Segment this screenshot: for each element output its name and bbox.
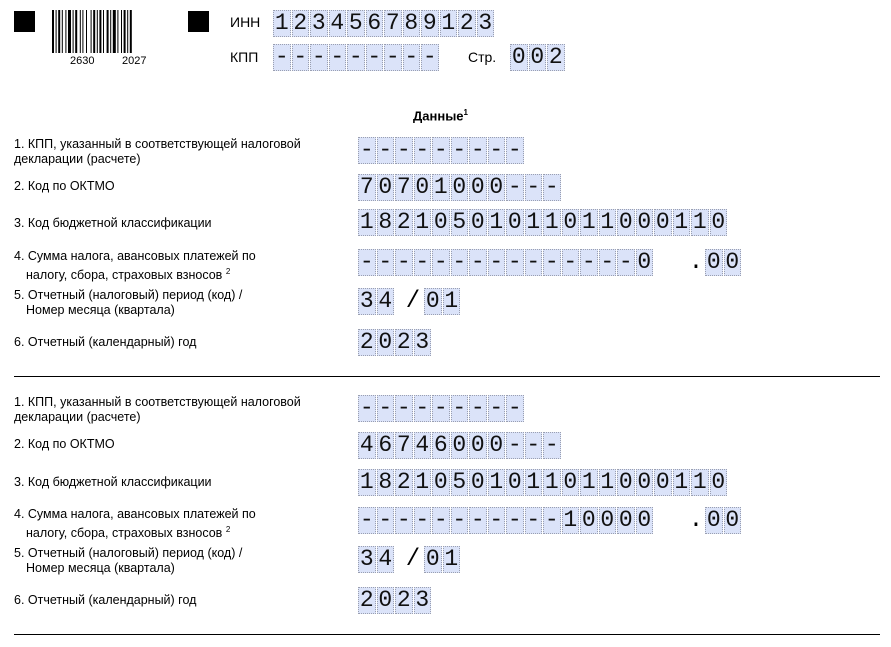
block2-sum-decimal-field[interactable] xyxy=(705,507,742,534)
input-cell[interactable]: 6 xyxy=(378,432,393,458)
input-cell[interactable]: 7 xyxy=(396,174,411,200)
input-cell[interactable]: 7 xyxy=(385,10,400,36)
input-cell[interactable]: 1 xyxy=(544,469,559,495)
input-cell[interactable]: - xyxy=(507,249,522,275)
input-cell[interactable]: 1 xyxy=(544,209,559,235)
input-cell[interactable]: 0 xyxy=(637,209,652,235)
barcode-bar xyxy=(62,10,63,53)
input-cell[interactable]: - xyxy=(311,44,326,70)
input-cell[interactable]: 1 xyxy=(600,469,615,495)
input-cell[interactable]: - xyxy=(507,507,522,533)
input-cell[interactable]: 1 xyxy=(444,288,459,314)
input-cell[interactable]: 4 xyxy=(330,10,345,36)
input-cell[interactable]: - xyxy=(618,249,633,275)
input-cell[interactable]: - xyxy=(544,507,559,533)
barcode-bar xyxy=(103,10,104,53)
input-cell[interactable]: - xyxy=(470,395,485,421)
input-cell[interactable]: 0 xyxy=(507,209,522,235)
input-cell[interactable]: 5 xyxy=(452,209,467,235)
input-cell[interactable]: 3 xyxy=(415,329,430,355)
input-cell[interactable]: 0 xyxy=(618,209,633,235)
input-cell[interactable]: 1 xyxy=(441,10,456,36)
input-cell[interactable]: - xyxy=(489,395,504,421)
page-number-field[interactable] xyxy=(510,44,566,71)
barcode-bar xyxy=(75,10,77,53)
input-cell[interactable]: - xyxy=(348,44,363,70)
input-cell[interactable]: 8 xyxy=(378,209,393,235)
input-cell[interactable]: 0 xyxy=(452,432,467,458)
barcode-bar xyxy=(68,10,71,53)
input-cell[interactable]: - xyxy=(526,432,541,458)
input-cell[interactable]: - xyxy=(470,137,485,163)
input-cell[interactable]: 3 xyxy=(478,10,493,36)
input-cell[interactable]: 2 xyxy=(548,44,563,70)
input-cell[interactable]: 4 xyxy=(359,432,374,458)
block1-sum-decimal-field[interactable] xyxy=(705,249,742,276)
block2-oktmo-field[interactable] xyxy=(358,432,562,459)
inn-label: ИНН xyxy=(230,14,261,30)
block-divider xyxy=(14,376,880,377)
input-cell[interactable]: 9 xyxy=(422,10,437,36)
input-cell[interactable]: 1 xyxy=(692,209,707,235)
input-cell[interactable]: 6 xyxy=(433,432,448,458)
input-cell[interactable]: - xyxy=(489,507,504,533)
barcode-bar xyxy=(107,10,109,53)
input-cell[interactable]: 3 xyxy=(359,288,374,314)
input-cell[interactable]: 2 xyxy=(396,469,411,495)
barcode-bar xyxy=(110,10,111,53)
input-cell[interactable]: 1 xyxy=(600,209,615,235)
input-cell[interactable]: 0 xyxy=(470,469,485,495)
input-cell[interactable]: - xyxy=(452,507,467,533)
block1-kbk-field[interactable] xyxy=(358,209,728,236)
input-cell[interactable]: 7 xyxy=(396,432,411,458)
input-cell[interactable]: - xyxy=(544,249,559,275)
kpp-label: КПП xyxy=(230,49,259,65)
input-cell[interactable]: - xyxy=(433,137,448,163)
input-cell[interactable]: - xyxy=(581,249,596,275)
input-cell[interactable]: 0 xyxy=(415,174,430,200)
input-cell[interactable]: - xyxy=(378,137,393,163)
block1-kpp-field[interactable] xyxy=(358,137,525,164)
input-cell[interactable]: 1 xyxy=(433,174,448,200)
input-cell[interactable]: 1 xyxy=(581,209,596,235)
barcode-bar xyxy=(130,10,132,53)
kpp-field[interactable] xyxy=(273,44,440,71)
input-cell[interactable]: - xyxy=(404,44,419,70)
bottom-rule xyxy=(14,634,880,635)
block2-sum-decimal-point: . xyxy=(688,507,704,534)
input-cell[interactable]: 0 xyxy=(470,209,485,235)
input-cell[interactable]: - xyxy=(526,249,541,275)
input-cell[interactable]: - xyxy=(359,137,374,163)
input-cell[interactable]: 0 xyxy=(378,174,393,200)
barcode-bar xyxy=(99,10,101,53)
input-cell[interactable]: 2 xyxy=(459,10,474,36)
input-cell[interactable]: 3 xyxy=(359,546,374,572)
input-cell[interactable]: 1 xyxy=(674,469,689,495)
barcode-bar xyxy=(97,10,98,53)
input-cell[interactable]: - xyxy=(433,507,448,533)
input-cell[interactable]: - xyxy=(274,44,289,70)
barcode-number-left: 2630 xyxy=(70,55,95,67)
input-cell[interactable]: 0 xyxy=(470,174,485,200)
input-cell[interactable]: 0 xyxy=(470,432,485,458)
input-cell[interactable]: - xyxy=(378,395,393,421)
input-cell[interactable]: 0 xyxy=(563,209,578,235)
input-cell[interactable]: 1 xyxy=(359,209,374,235)
input-cell[interactable]: - xyxy=(396,395,411,421)
corner-marker-left xyxy=(14,11,35,32)
input-cell[interactable]: 5 xyxy=(348,10,363,36)
input-cell[interactable]: 0 xyxy=(725,507,740,533)
block1-year-field[interactable] xyxy=(358,329,432,356)
input-cell[interactable]: - xyxy=(415,507,430,533)
input-cell[interactable]: - xyxy=(470,507,485,533)
barcode-bar xyxy=(82,10,83,53)
input-cell[interactable]: - xyxy=(293,44,308,70)
block1-sum-field[interactable] xyxy=(358,249,654,276)
input-cell[interactable]: 0 xyxy=(706,249,721,275)
block2-year-field[interactable] xyxy=(358,587,432,614)
label-kbk-2: 3. Код бюджетной классификации xyxy=(14,475,212,489)
input-cell[interactable]: - xyxy=(470,249,485,275)
label-period-2: 5. Отчетный (налоговый) период (код) / Номер месяца (квартала) xyxy=(14,546,243,575)
input-cell[interactable]: - xyxy=(507,432,522,458)
label-oktmo-2: 2. Код по ОКТМО xyxy=(14,437,115,451)
block1-period-month-field[interactable] xyxy=(424,288,461,315)
input-cell[interactable]: 8 xyxy=(404,10,419,36)
barcode-bar xyxy=(121,10,122,53)
input-cell[interactable]: 0 xyxy=(563,469,578,495)
block1-sum-decimal-point: . xyxy=(688,249,704,276)
input-cell[interactable]: - xyxy=(396,137,411,163)
input-cell[interactable]: 0 xyxy=(655,469,670,495)
label-oktmo-1: 2. Код по ОКТМО xyxy=(14,179,115,193)
corner-marker-right xyxy=(188,11,209,32)
input-cell[interactable]: - xyxy=(378,507,393,533)
input-cell[interactable]: 2 xyxy=(396,209,411,235)
block2-period-code-field[interactable] xyxy=(358,546,395,573)
input-cell[interactable]: 1 xyxy=(489,209,504,235)
input-cell[interactable]: 0 xyxy=(711,469,726,495)
input-cell[interactable]: - xyxy=(367,44,382,70)
barcode-bar xyxy=(86,10,87,53)
block2-sum-field[interactable] xyxy=(358,507,654,534)
block1-oktmo-field[interactable] xyxy=(358,174,562,201)
input-cell[interactable]: - xyxy=(396,249,411,275)
input-cell[interactable]: - xyxy=(433,249,448,275)
input-cell[interactable]: - xyxy=(378,249,393,275)
input-cell[interactable]: - xyxy=(422,44,437,70)
input-cell[interactable]: 0 xyxy=(530,44,545,70)
input-cell[interactable]: - xyxy=(563,249,578,275)
block2-kbk-field[interactable] xyxy=(358,469,728,496)
barcode-bar xyxy=(93,10,95,53)
input-cell[interactable]: - xyxy=(452,249,467,275)
input-cell[interactable]: 1 xyxy=(359,469,374,495)
label-kpp-2: 1. КПП, указанный в соответствующей налоговой декларации (расчете) xyxy=(14,395,301,424)
input-cell[interactable]: 0 xyxy=(489,432,504,458)
input-cell[interactable]: 0 xyxy=(378,587,393,613)
barcode-bar xyxy=(58,10,60,53)
label-sum-1: 4. Сумма налога, авансовых платежей по налогу, сбора, страховых взносов $^2$ xyxy=(14,249,256,283)
block1-period-code-field[interactable] xyxy=(358,288,395,315)
input-cell[interactable]: 0 xyxy=(637,249,652,275)
inn-field[interactable] xyxy=(273,10,495,37)
input-cell[interactable]: 0 xyxy=(489,174,504,200)
block2-period-slash: / xyxy=(405,546,421,573)
input-cell[interactable]: - xyxy=(507,395,522,421)
input-cell[interactable]: 3 xyxy=(311,10,326,36)
input-cell[interactable]: 1 xyxy=(489,469,504,495)
input-cell[interactable]: - xyxy=(396,507,411,533)
barcode-bar xyxy=(117,10,118,53)
input-cell[interactable]: 0 xyxy=(433,209,448,235)
input-cell[interactable]: 0 xyxy=(425,288,440,314)
barcode-bar xyxy=(124,10,126,53)
input-cell[interactable]: 0 xyxy=(452,174,467,200)
input-cell[interactable]: 2 xyxy=(359,587,374,613)
input-cell[interactable]: 0 xyxy=(618,507,633,533)
block1-period-slash: / xyxy=(405,288,421,315)
input-cell[interactable]: - xyxy=(452,395,467,421)
input-cell[interactable]: 2 xyxy=(293,10,308,36)
barcode xyxy=(52,10,168,53)
input-cell[interactable]: 2 xyxy=(396,329,411,355)
input-cell[interactable]: 1 xyxy=(415,469,430,495)
label-year-2: 6. Отчетный (календарный) год xyxy=(14,593,197,607)
input-cell[interactable]: 0 xyxy=(378,329,393,355)
input-cell[interactable]: 5 xyxy=(452,469,467,495)
input-cell[interactable]: 0 xyxy=(618,469,633,495)
input-cell[interactable]: 1 xyxy=(526,209,541,235)
input-cell[interactable]: - xyxy=(433,395,448,421)
barcode-bar xyxy=(65,10,66,53)
label-sum-2: 4. Сумма налога, авансовых платежей по налогу, сбора, страховых взносов $^2$ xyxy=(14,507,256,541)
input-cell[interactable]: 4 xyxy=(378,546,393,572)
input-cell[interactable]: - xyxy=(415,137,430,163)
page-label: Стр. xyxy=(468,49,497,65)
barcode-bar xyxy=(127,10,128,53)
input-cell[interactable]: 0 xyxy=(433,469,448,495)
input-cell[interactable]: 1 xyxy=(274,10,289,36)
input-cell[interactable]: 0 xyxy=(655,209,670,235)
input-cell[interactable]: 4 xyxy=(378,288,393,314)
barcode-bar xyxy=(52,10,54,53)
input-cell[interactable]: 1 xyxy=(581,469,596,495)
input-cell[interactable]: - xyxy=(507,174,522,200)
input-cell[interactable]: 6 xyxy=(367,10,382,36)
input-cell[interactable]: 0 xyxy=(725,249,740,275)
input-cell[interactable]: - xyxy=(489,249,504,275)
input-cell[interactable]: - xyxy=(489,137,504,163)
input-cell[interactable]: - xyxy=(544,174,559,200)
input-cell[interactable]: - xyxy=(330,44,345,70)
barcode-bar xyxy=(56,10,57,53)
input-cell[interactable]: 0 xyxy=(711,209,726,235)
label-year-1: 6. Отчетный (календарный) год xyxy=(14,335,197,349)
input-cell[interactable]: - xyxy=(452,137,467,163)
input-cell[interactable]: - xyxy=(359,395,374,421)
input-cell[interactable]: 8 xyxy=(378,469,393,495)
label-kpp-1: 1. КПП, указанный в соответствующей налоговой декларации (расчете) xyxy=(14,137,301,166)
barcode-bar xyxy=(113,10,116,53)
input-cell[interactable]: 7 xyxy=(359,174,374,200)
input-cell[interactable]: - xyxy=(544,432,559,458)
input-cell[interactable]: 3 xyxy=(415,587,430,613)
input-cell[interactable]: 2 xyxy=(359,329,374,355)
input-cell[interactable]: 1 xyxy=(674,209,689,235)
barcode-bar xyxy=(91,10,92,53)
barcode-number-right: 2027 xyxy=(122,55,147,67)
barcode-bar xyxy=(73,10,74,53)
input-cell[interactable]: - xyxy=(526,507,541,533)
input-cell[interactable]: - xyxy=(600,249,615,275)
input-cell[interactable]: 0 xyxy=(600,507,615,533)
input-cell[interactable]: - xyxy=(385,44,400,70)
input-cell[interactable]: 1 xyxy=(692,469,707,495)
input-cell[interactable]: 0 xyxy=(507,469,522,495)
input-cell[interactable]: 0 xyxy=(637,507,652,533)
input-cell[interactable]: 1 xyxy=(526,469,541,495)
input-cell[interactable]: 1 xyxy=(563,507,578,533)
input-cell[interactable]: 0 xyxy=(581,507,596,533)
input-cell[interactable]: 0 xyxy=(706,507,721,533)
input-cell[interactable]: 0 xyxy=(511,44,526,70)
label-kbk-1: 3. Код бюджетной классификации xyxy=(14,216,212,230)
input-cell[interactable]: - xyxy=(526,174,541,200)
input-cell[interactable]: 4 xyxy=(415,432,430,458)
block2-kpp-field[interactable] xyxy=(358,395,525,422)
input-cell[interactable]: 1 xyxy=(444,546,459,572)
label-period-1: 5. Отчетный (налоговый) период (код) / Номер месяца (квартала) xyxy=(14,288,243,317)
input-cell[interactable]: - xyxy=(415,249,430,275)
input-cell[interactable]: - xyxy=(359,507,374,533)
input-cell[interactable]: 0 xyxy=(425,546,440,572)
input-cell[interactable]: - xyxy=(415,395,430,421)
input-cell[interactable]: 1 xyxy=(415,209,430,235)
block2-period-month-field[interactable] xyxy=(424,546,461,573)
input-cell[interactable]: 2 xyxy=(396,587,411,613)
input-cell[interactable]: - xyxy=(507,137,522,163)
section-title: Данные$^1$ xyxy=(413,108,468,124)
input-cell[interactable]: - xyxy=(359,249,374,275)
barcode-bar xyxy=(80,10,81,53)
input-cell[interactable]: 0 xyxy=(637,469,652,495)
